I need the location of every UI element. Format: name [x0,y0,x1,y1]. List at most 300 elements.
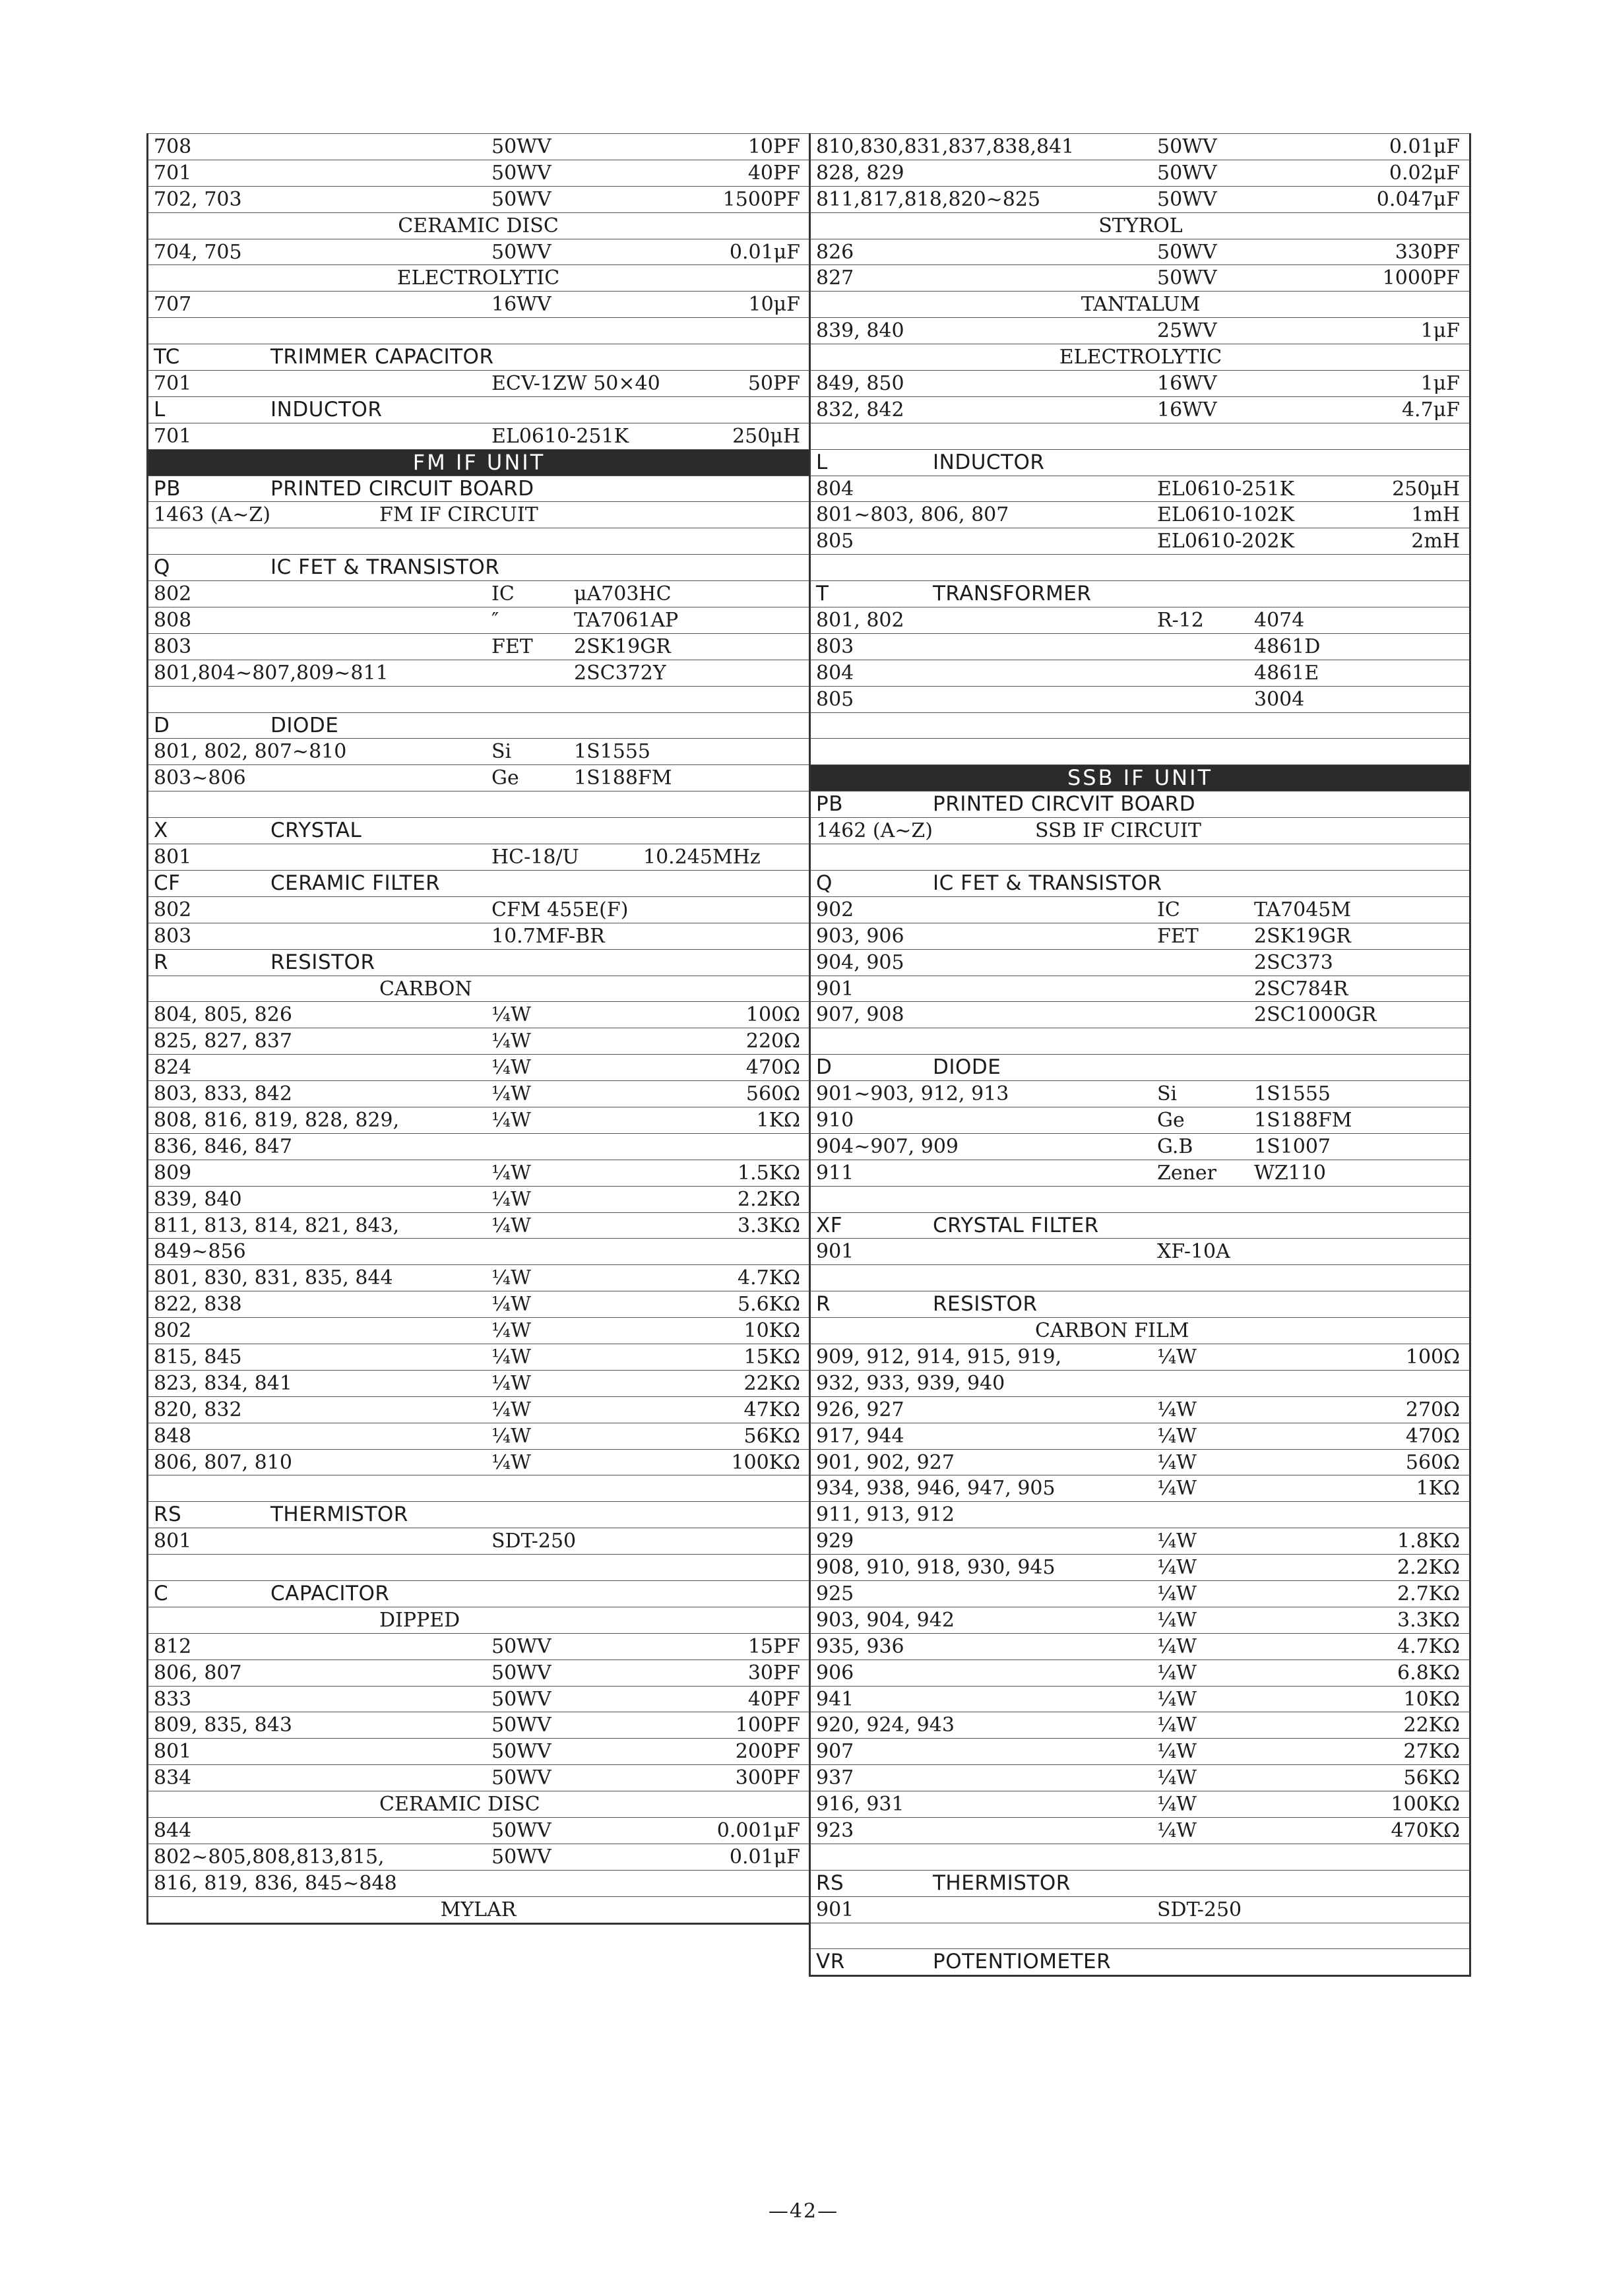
part-value: 470Ω [745,1056,800,1080]
part-row [148,1212,809,1239]
category-title: DIODE [933,1055,1001,1080]
part-spec: ¼W [491,1214,531,1237]
part-value: 56KΩ [743,1424,800,1448]
category-title: THERMISTOR [270,1503,408,1527]
part-ref: 935, 936 [816,1634,904,1658]
part-ref: 805 [816,687,854,711]
blank-row [811,712,1469,739]
part-ref: 802~805,808,813,815, [154,1845,385,1869]
part-row [811,133,1469,160]
part-value: 56KΩ [1403,1766,1460,1790]
part-row [811,1712,1469,1738]
part-value: 0.001μF [716,1819,800,1842]
part-row [148,1080,809,1107]
category-symbol: D [154,713,170,737]
part-spec: 25WV [1157,319,1217,343]
part-ref: 826 [816,240,854,264]
part-ref: 825, 827, 837 [154,1030,292,1053]
part-value: 40PF [747,161,800,185]
part-ref: 848 [154,1424,192,1448]
part-spec: 50WV [491,1661,551,1685]
part-ref: 808, 816, 819, 828, 829, [154,1108,400,1132]
part-ref: 823, 834, 841 [154,1371,292,1395]
subcategory-label: MYLAR [440,1898,517,1921]
part-ref: 920, 924, 943 [816,1714,955,1737]
part-ref: 811,817,818,820~825 [816,187,1041,211]
part-ref: 707 [154,293,192,317]
part-ref: 1463 (A~Z) [154,503,270,527]
part-row [811,1738,1469,1764]
section-title: FM IF UNIT [412,449,546,475]
part-spec: ¼W [491,1056,531,1080]
category-symbol: R [816,1292,831,1317]
part-value: 0.047μF [1376,187,1460,211]
part-row [148,607,809,633]
part-row [148,764,809,791]
part-type: 2SC372Y [574,661,666,685]
part-row [148,1764,809,1791]
part-value: 3.3KΩ [1397,1608,1460,1632]
part-row [148,580,809,607]
part-ref: 904~907, 909 [816,1134,959,1158]
subcategory-row [148,1791,809,1817]
part-row [148,501,809,528]
part-ref: 801 [154,1740,192,1764]
category-symbol: L [154,397,166,421]
category-symbol: R [154,950,169,974]
part-row [811,1580,1469,1607]
subcategory-row [148,212,809,239]
category-title: CRYSTAL FILTER [933,1213,1099,1237]
part-spec: ¼W [491,1424,531,1448]
blank-row [811,1186,1469,1212]
part-row [811,1423,1469,1449]
part-ref: 801,804~807,809~811 [154,661,389,685]
part-type: 2SK19GR [574,635,671,658]
part-value: 100PF [735,1714,800,1737]
category-header-row [148,949,809,976]
part-row [148,1686,809,1712]
part-type: 10.245MHz [643,846,761,869]
category-header-row [148,396,809,423]
part-row [811,1344,1469,1370]
part-row [148,923,809,949]
category-title: INDUCTOR [270,397,383,421]
subcategory-label: STYROL [1098,214,1183,237]
subcategory-label: CARBON FILM [1035,1319,1189,1343]
part-row [148,738,809,764]
part-type: 2SK19GR [1254,924,1351,948]
category-header-row [811,1948,1469,1975]
category-symbol: PB [154,476,181,501]
category-header-row [811,1870,1469,1896]
category-header-row [148,476,809,502]
part-spec: ¼W [491,1030,531,1053]
part-value: 10KΩ [1403,1687,1460,1711]
part-ref: 809, 835, 843 [154,1714,292,1737]
part-row [811,949,1469,976]
part-ref: 911 [816,1161,854,1185]
part-ref: 820, 832 [154,1398,242,1421]
category-header-row [811,791,1469,817]
part-ref: 701 [154,372,192,396]
part-value: 1.5KΩ [738,1161,800,1185]
part-ref: 811, 813, 814, 821, 843, [154,1214,400,1237]
part-row [148,1528,809,1554]
part-ref: 803 [816,635,854,658]
part-value: 220Ω [745,1030,800,1053]
subcategory-label: ELECTROLYTIC [396,266,560,290]
part-spec: FET [1157,924,1199,948]
part-spec: ¼W [491,1398,531,1421]
subcategory-row [148,976,809,1002]
part-ref: 901~903, 912, 913 [816,1082,1009,1106]
part-value: 15PF [747,1634,800,1658]
category-title: TRIMMER CAPACITOR [270,345,494,369]
part-row [811,1764,1469,1791]
part-ref: 941 [816,1687,854,1711]
category-symbol: Q [816,871,833,895]
category-title: IC FET & TRANSISTOR [270,555,500,580]
part-ref: 702, 703 [154,187,242,211]
section-title: SSB IF UNIT [1067,765,1213,791]
part-value: 250μH [1392,477,1460,501]
subcategory-row [811,1317,1469,1344]
part-spec: 16WV [1157,372,1217,396]
part-ref: 932, 933, 939, 940 [816,1371,1005,1395]
subcategory-label: CERAMIC DISC [379,1793,540,1816]
part-ref: 801 [154,846,192,869]
part-value: 2mH [1411,530,1460,553]
part-ref: 849, 850 [816,372,904,396]
part-type: 4861E [1254,661,1319,685]
part-value: 4.7μF [1401,398,1460,421]
section-banner [148,449,809,476]
part-type: 1S188FM [574,766,672,790]
category-symbol: Q [154,555,170,580]
part-value: 10μF [748,293,800,317]
part-ref: 708 [154,135,192,158]
part-row [811,1001,1469,1028]
part-spec: ¼W [1157,1530,1197,1553]
category-symbol: C [154,1581,169,1605]
part-row [148,160,809,186]
part-value: 1KΩ [1416,1477,1460,1501]
part-ref: 815, 845 [154,1345,242,1369]
part-ref: 911, 913, 912 [816,1503,955,1527]
part-row [148,239,809,265]
part-ref: 803~806 [154,766,246,790]
category-title: IC FET & TRANSISTOR [933,871,1162,895]
subcategory-row [148,1607,809,1633]
part-value: 27KΩ [1403,1740,1460,1764]
category-header-row [811,1212,1469,1239]
part-ref: 926, 927 [816,1398,904,1421]
blank-row [811,844,1469,870]
part-row [811,1238,1469,1264]
part-row [811,264,1469,291]
part-row [148,133,809,160]
part-spec: 50WV [491,1845,551,1869]
part-value: 1KΩ [756,1108,800,1132]
category-title: PRINTED CIRCUIT BOARD [270,476,534,501]
category-symbol: RS [816,1871,844,1895]
part-row [811,476,1469,502]
part-ref: 812 [154,1634,192,1658]
part-spec: 16WV [1157,398,1217,421]
part-ref: 809 [154,1161,192,1185]
parts-list-right-column [809,133,1471,1977]
category-symbol: PB [816,792,843,817]
part-ref: 923 [816,1819,854,1842]
part-type: WZ110 [1254,1161,1326,1185]
part-spec: FM IF CIRCUIT [379,503,538,527]
part-spec: EL0610-102K [1157,503,1294,527]
part-ref: 907 [816,1740,854,1764]
category-header-row [148,817,809,844]
part-value: 4.7KΩ [738,1266,800,1290]
part-row [148,1054,809,1080]
part-row [811,1817,1469,1844]
part-spec: ¼W [491,1187,531,1211]
part-row [148,1317,809,1344]
part-value: 200PF [735,1740,800,1764]
part-row [148,633,809,660]
part-row [811,1896,1469,1923]
part-row [148,1107,809,1133]
part-ref: 803, 833, 842 [154,1082,292,1106]
part-spec: ¼W [1157,1345,1197,1369]
part-value: 470KΩ [1391,1819,1460,1842]
category-symbol: D [816,1055,833,1080]
part-row [811,370,1469,396]
part-ref: 937 [816,1766,854,1790]
part-ref: 806, 807, 810 [154,1450,292,1474]
part-ref: 802 [154,1319,192,1343]
part-row [148,1817,809,1844]
part-row [148,1238,809,1264]
part-type: TA7061AP [574,609,679,633]
part-spec: ¼W [491,1082,531,1106]
part-type: 4861D [1254,635,1321,658]
part-spec: EL0610-202K [1157,530,1294,553]
blank-row [811,1264,1469,1291]
part-spec: ¼W [1157,1793,1197,1816]
part-spec: 50WV [491,161,551,185]
category-title: CRYSTAL [270,819,362,843]
part-ref: 925 [816,1582,854,1605]
part-row [148,660,809,686]
part-ref: 1462 (A~Z) [816,819,933,843]
part-spec: 16WV [491,293,551,317]
part-row [148,370,809,396]
subcategory-label: ELECTROLYTIC [1059,346,1222,369]
subcategory-label: DIPPED [379,1608,460,1632]
part-row [148,1344,809,1370]
part-ref: 901, 902, 927 [816,1450,955,1474]
part-ref: 902 [816,898,854,921]
part-ref: 908, 910, 918, 930, 945 [816,1556,1056,1580]
part-value: 15KΩ [743,1345,800,1369]
part-spec: ¼W [1157,1634,1197,1658]
part-ref: 805 [816,530,854,553]
part-value: 100Ω [745,1003,800,1027]
part-ref: 906 [816,1661,854,1685]
part-type: 1S188FM [1254,1108,1352,1132]
subcategory-row [148,1896,809,1923]
category-header-row [148,1580,809,1607]
part-value: 100Ω [1405,1345,1460,1369]
part-row [811,1660,1469,1686]
part-row [148,1001,809,1028]
category-symbol: CF [154,871,181,895]
part-spec: ¼W [1157,1819,1197,1842]
part-ref: 934, 938, 946, 947, 905 [816,1477,1056,1501]
part-value: 250μH [732,424,800,448]
blank-row [148,791,809,817]
part-row [811,1501,1469,1528]
part-spec: 50WV [491,240,551,264]
part-spec: Si [1157,1082,1178,1106]
part-row [811,1528,1469,1554]
part-row [811,1633,1469,1660]
category-header-row [148,870,809,896]
part-spec: HC-18/U [491,846,579,869]
part-spec: ¼W [491,1319,531,1343]
part-spec: ¼W [1157,1661,1197,1685]
part-row [148,1133,809,1160]
part-value: 50PF [747,372,800,396]
part-ref: 907, 908 [816,1003,904,1027]
part-type: 3004 [1254,687,1305,711]
part-row [811,1396,1469,1423]
part-ref: 901 [816,1898,854,1921]
part-spec: SDT-250 [1157,1898,1242,1921]
part-ref: 901 [816,1240,854,1264]
part-spec: ¼W [1157,1398,1197,1421]
blank-row [148,1554,809,1580]
part-value: 2.2KΩ [1397,1556,1460,1580]
part-spec: ¼W [491,1450,531,1474]
part-row [811,607,1469,633]
part-spec: 50WV [1157,187,1217,211]
blank-row [148,686,809,712]
category-header-row [811,449,1469,476]
category-title: THERMISTOR [933,1871,1071,1895]
category-header-row [811,870,1469,896]
part-ref: 810,830,831,837,838,841 [816,135,1075,158]
subcategory-label: CERAMIC DISC [398,214,559,237]
part-value: 0.01μF [729,240,800,264]
category-header-row [148,712,809,739]
part-ref: 824 [154,1056,192,1080]
part-ref: 804 [816,477,854,501]
part-spec: 50WV [491,1819,551,1842]
part-spec: 50WV [491,1687,551,1711]
part-ref: 803 [154,635,192,658]
category-title: PRINTED CIRCVIT BOARD [933,792,1196,817]
part-ref: 801 [154,1530,192,1553]
part-spec: ¼W [1157,1766,1197,1790]
part-spec: ¼W [1157,1556,1197,1580]
part-row [811,1475,1469,1501]
part-ref: 701 [154,424,192,448]
part-row [148,1423,809,1449]
part-type: 2SC373 [1254,950,1333,974]
part-spec: ECV-1ZW 50×40 [491,372,660,396]
part-type: 2SC784R [1254,977,1348,1001]
part-spec: ¼W [491,1161,531,1185]
part-row [148,1028,809,1054]
part-value: 1.8KΩ [1397,1530,1460,1553]
part-spec: ¼W [1157,1687,1197,1711]
part-spec: 50WV [491,1714,551,1737]
part-value: 1000PF [1382,266,1460,290]
part-ref: 801~803, 806, 807 [816,503,1009,527]
part-ref: 832, 842 [816,398,904,421]
part-value: 22KΩ [743,1371,800,1395]
subcategory-row [148,264,809,291]
category-symbol: XF [816,1213,843,1237]
part-value: 1μF [1420,319,1460,343]
part-row [148,1660,809,1686]
part-value: 0.01μF [729,1845,800,1869]
part-spec: 50WV [491,1740,551,1764]
category-symbol: TC [154,345,180,369]
part-spec: EL0610-251K [491,424,629,448]
category-header-row [811,1054,1469,1080]
part-row [811,1791,1469,1817]
part-row [148,1291,809,1317]
part-value: 6.8KΩ [1397,1661,1460,1685]
part-spec: IC [1157,898,1180,921]
part-spec: Zener [1157,1161,1217,1185]
category-title: CAPACITOR [270,1581,390,1605]
part-spec: 50WV [491,1766,551,1790]
part-ref: 839, 840 [816,319,904,343]
part-ref: 804 [816,661,854,685]
part-row [148,423,809,449]
part-ref: 901 [816,977,854,1001]
part-ref: 828, 829 [816,161,904,185]
category-header-row [811,1291,1469,1317]
part-value: 1μF [1420,372,1460,396]
part-ref: 827 [816,266,854,290]
part-spec: Ge [491,766,519,790]
part-ref: 701 [154,161,192,185]
part-spec: Ge [1157,1108,1185,1132]
part-row [148,1712,809,1738]
part-row [811,1133,1469,1160]
part-spec: ¼W [491,1345,531,1369]
part-value: 300PF [735,1766,800,1790]
part-spec: 10.7MF-BR [491,924,605,948]
part-value: 40PF [747,1687,800,1711]
part-row [148,1633,809,1660]
part-type: μA703HC [574,582,672,606]
blank-row [811,554,1469,580]
part-row [148,1738,809,1764]
subcategory-label: CARBON [379,977,472,1001]
part-ref: 704, 705 [154,240,242,264]
part-spec: ¼W [1157,1477,1197,1501]
part-row [148,844,809,870]
part-value: 1mH [1411,503,1460,527]
part-row [811,160,1469,186]
part-row [811,1160,1469,1186]
part-row [811,686,1469,712]
parts-list-left-column [146,133,809,1925]
